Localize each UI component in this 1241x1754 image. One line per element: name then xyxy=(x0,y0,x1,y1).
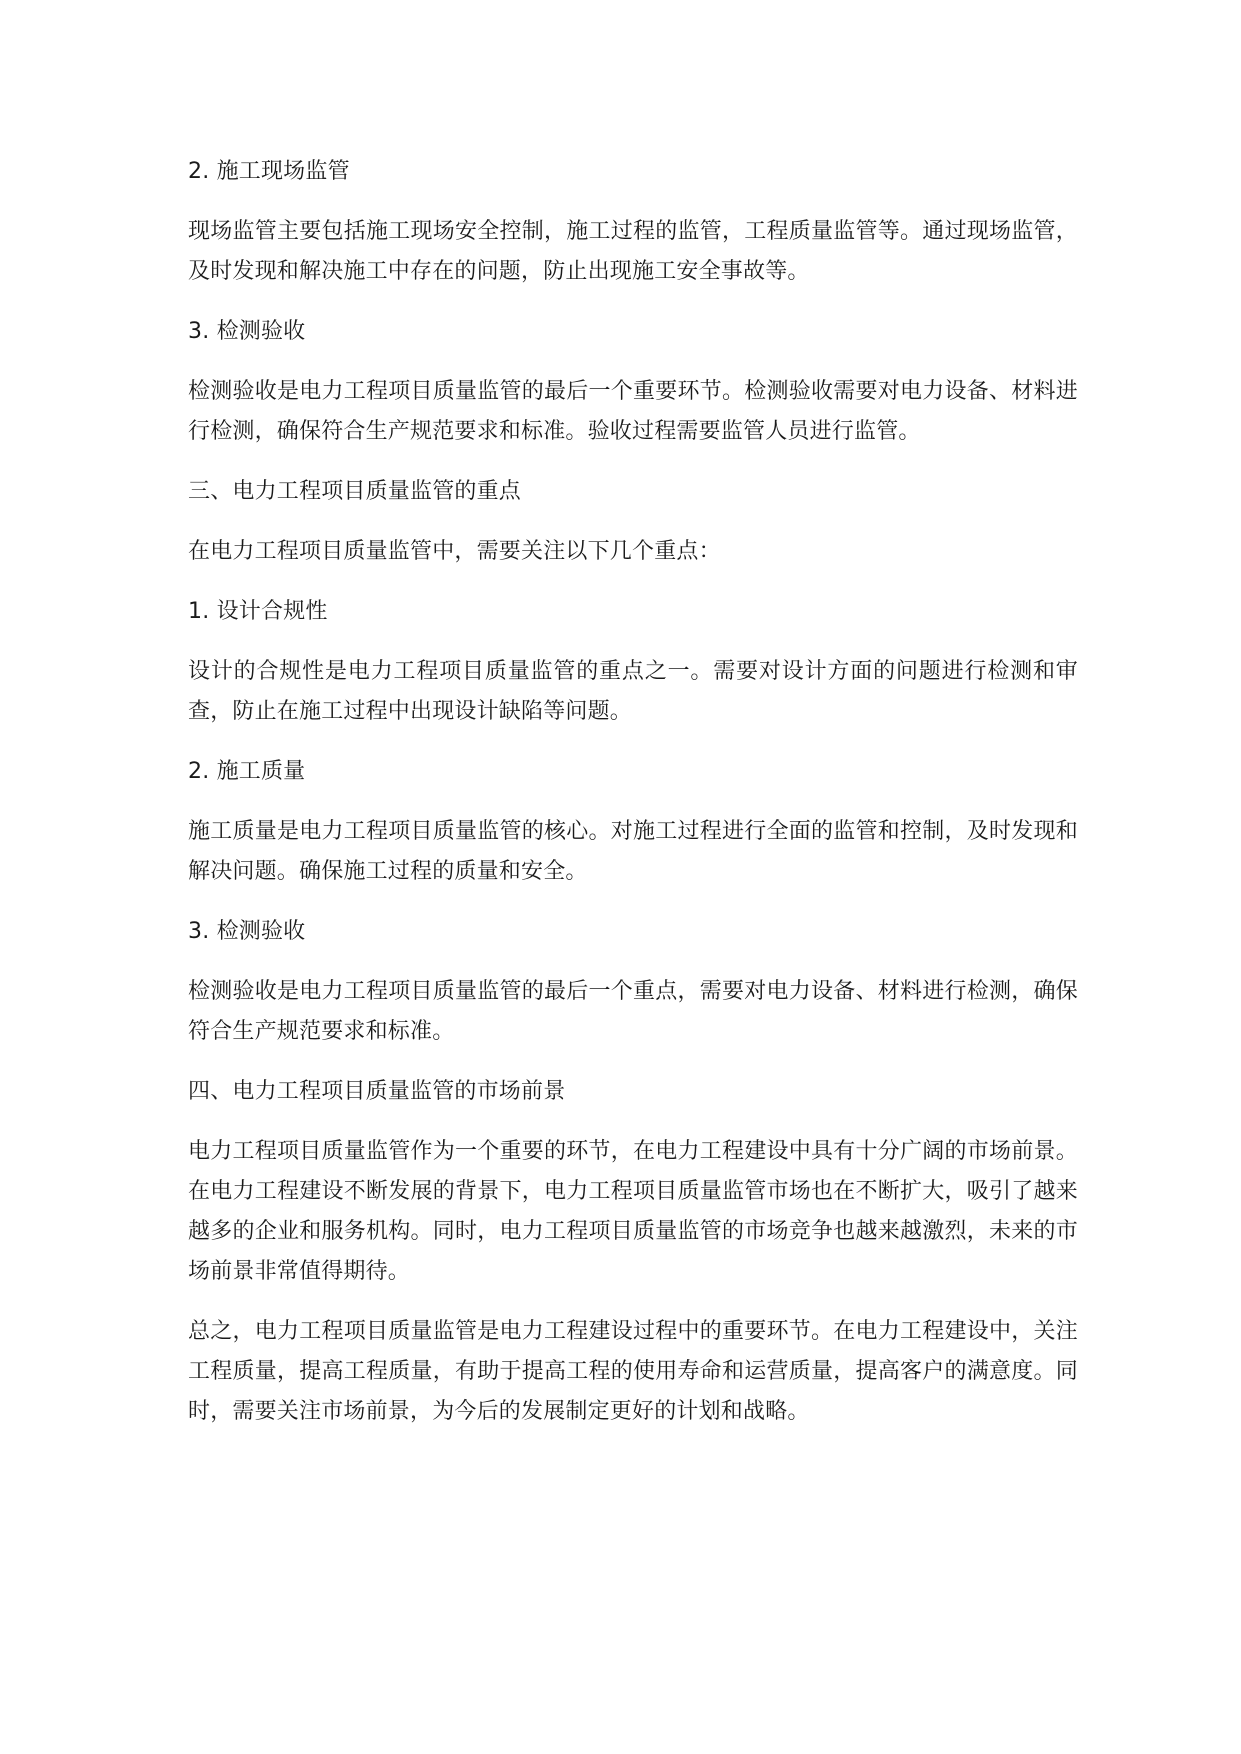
document-page xyxy=(188,152,1078,1452)
chapter-heading-market-prospects: 四、电力工程项目质量监管的市场前景 xyxy=(188,1079,566,1104)
chapter-heading-key-points: 三、电力工程项目质量监管的重点 xyxy=(188,479,522,504)
section-heading-inspection-acceptance-2: 3. 检测验收 xyxy=(188,919,306,944)
paragraph-site-supervision: 现场监管主要包括施工现场安全控制，施工过程的监管，工程质量监管等。通过现场监管，及时发现和解决施工中存在的问题，防止出现施工安全事故等。 xyxy=(188,219,1078,284)
paragraph-market-prospects: 电力工程项目质量监管作为一个重要的环节，在电力工程建设中具有十分广阔的市场前景。在电力工程建设不断发展的背景下，电力工程项目质量监管市场也在不断扩大，吸引了越来越多的企业和服务机构。同时，电力工程项目质量监管的市场竞争也越来越激烈，未来的市场前景非常值得期待。 xyxy=(188,1139,1078,1284)
paragraph-inspection-acceptance-2: 检测验收是电力工程项目质量监管的最后一个重点，需要对电力设备、材料进行检测，确保符合生产规范要求和标准。 xyxy=(188,979,1078,1044)
paragraph-design-compliance: 设计的合规性是电力工程项目质量监管的重点之一。需要对设计方面的问题进行检测和审查，防止在施工过程中出现设计缺陷等问题。 xyxy=(188,659,1078,724)
section-heading-construction-quality: 2. 施工质量 xyxy=(188,759,306,784)
paragraph-conclusion: 总之，电力工程项目质量监管是电力工程建设过程中的重要环节。在电力工程建设中，关注工程质量，提高工程质量，有助于提高工程的使用寿命和运营质量，提高客户的满意度。同时，需要关注市场前景，为今后的发展制定更好的计划和战略。 xyxy=(188,1319,1078,1424)
section-heading-design-compliance: 1. 设计合规性 xyxy=(188,599,328,624)
paragraph-key-points-intro: 在电力工程项目质量监管中，需要关注以下几个重点： xyxy=(188,539,721,564)
section-heading-site-supervision: 2. 施工现场监管 xyxy=(188,159,350,184)
paragraph-construction-quality: 施工质量是电力工程项目质量监管的核心。对施工过程进行全面的监管和控制，及时发现和解决问题。确保施工过程的质量和安全。 xyxy=(188,819,1078,884)
section-heading-inspection-acceptance: 3. 检测验收 xyxy=(188,319,306,344)
paragraph-inspection-acceptance: 检测验收是电力工程项目质量监管的最后一个重要环节。检测验收需要对电力设备、材料进行检测，确保符合生产规范要求和标准。验收过程需要监管人员进行监管。 xyxy=(188,379,1078,444)
